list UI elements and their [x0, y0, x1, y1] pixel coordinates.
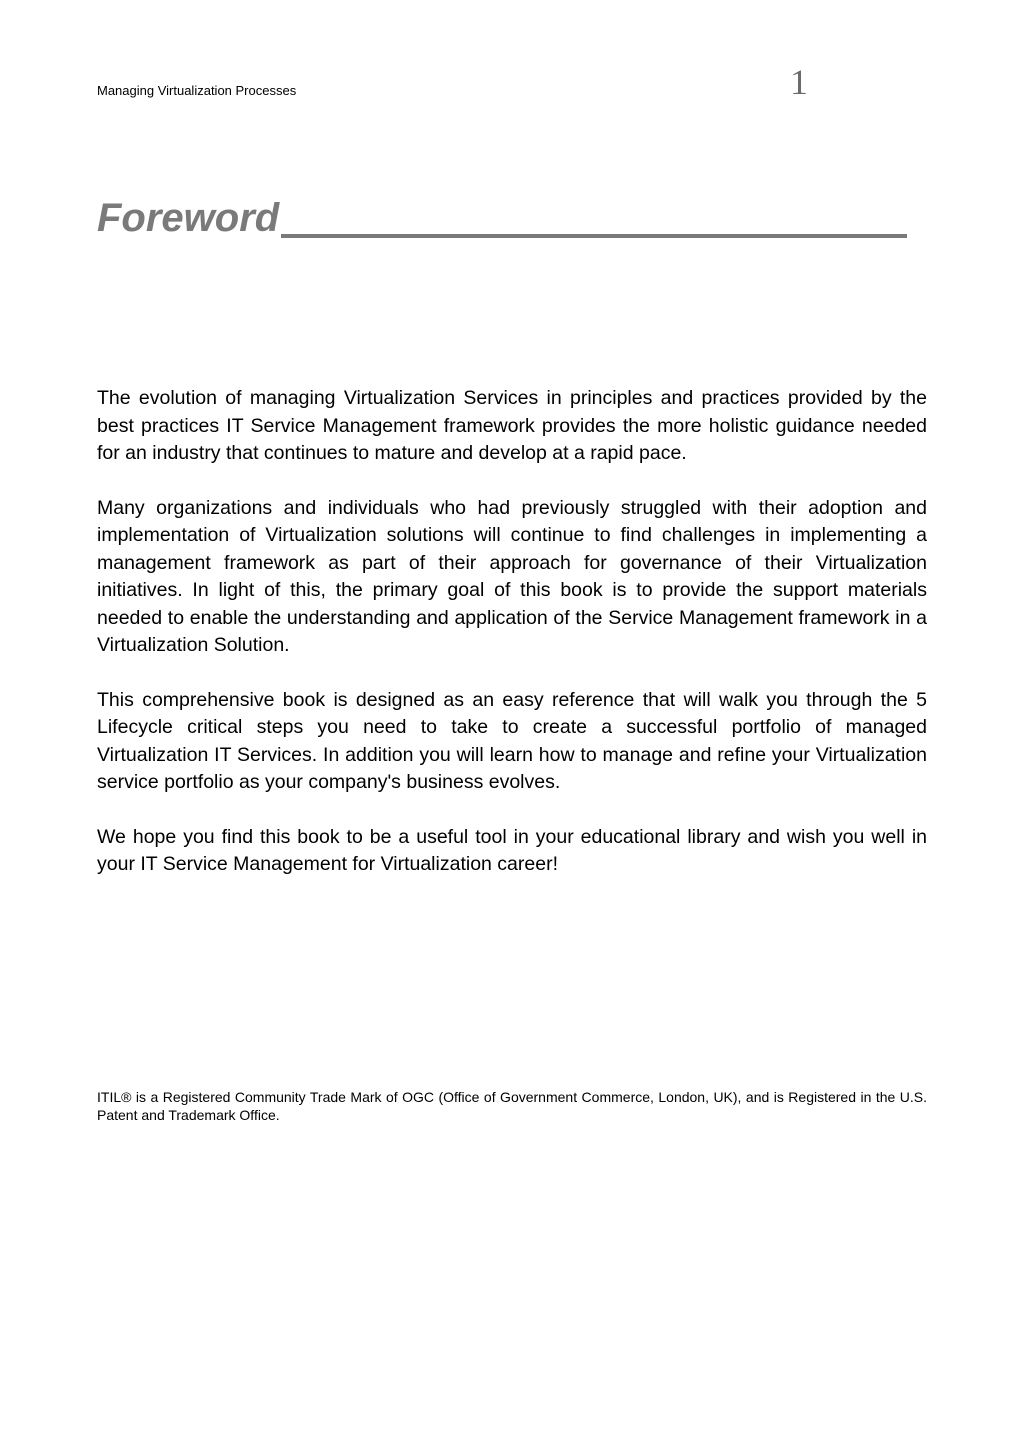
- page-number: 1: [790, 62, 808, 102]
- body-text: [97, 385, 927, 906]
- paragraph-3: This comprehensive book is designed as an easy reference that will walk you through the 5 Lifecycle critical steps you need to take to create a successful portfolio of managed Virtualization IT Services. In addition you will learn how to manage and refine your Virtualization service portfolio as your company's business evolves.: [97, 688, 927, 793]
- running-header: Managing Virtualization Processes: [97, 83, 297, 98]
- paragraph-1: The evolution of managing Virtualization Services in principles and practices provided by the best practices IT Service Management framework provides the more holistic guidance needed for an industry that continues to mature and develop at a rapid pace.: [97, 387, 927, 464]
- title-underline-rule: [281, 234, 907, 238]
- paragraph-4: We hope you find this book to be a useful tool in your educational library and wish you well in your IT Service Management for Virtualization career!: [97, 825, 927, 875]
- page-title: Foreword: [97, 196, 280, 240]
- title-row: [97, 194, 907, 242]
- paragraph-2: Many organizations and individuals who had previously struggled with their adoption and implementation of Virtualization solutions will continue to find challenges in implementing a management framework as part of their approach for governance of their Virtualization initiatives. In light of this, the primary goal of this book is to provide the support materials needed to enable the understanding and application of the Service Management framework in a Virtualization Solution.: [97, 496, 927, 656]
- trademark-footnote: ITIL® is a Registered Community Trade Mark of OGC (Office of Government Commerce, London, UK), and is Registered in the U.S. Patent and Trademark Office.: [97, 1089, 927, 1123]
